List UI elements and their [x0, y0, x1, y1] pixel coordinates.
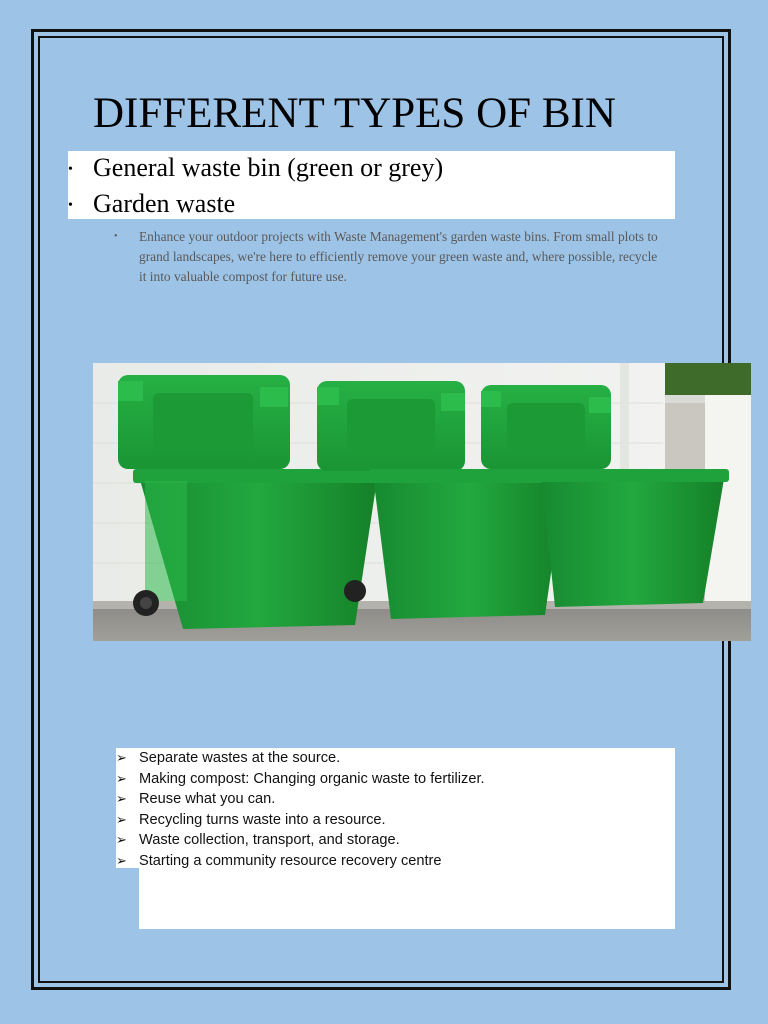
bin-type-item-general: [68, 152, 443, 186]
arrow-bullet-icon: ➢: [116, 770, 127, 786]
bullet-icon: •: [114, 231, 118, 242]
list-item: ➢ Reuse what you can.: [116, 789, 485, 810]
list-item: ➢ Starting a community resource recovery centre: [116, 851, 485, 872]
list-item: ➢ Separate wastes at the source.: [116, 748, 485, 769]
garden-waste-description: [114, 227, 659, 287]
list-item: ➢ Recycling turns waste into a resource.: [116, 810, 485, 831]
arrow-bullet-icon: ➢: [116, 750, 127, 765]
green-bins-photo: [93, 363, 751, 641]
bin-type-label: General waste bin (green or grey): [93, 153, 444, 182]
bin-type-label: Garden waste: [93, 189, 236, 218]
bullet-icon: •: [68, 198, 73, 214]
waste-management-tips: [116, 748, 485, 871]
list-item: ➢ Making compost: Changing organic waste to fertilizer.: [116, 769, 485, 790]
arrow-bullet-icon: ➢: [116, 832, 127, 847]
page-title: DIFFERENT TYPES OF BIN: [93, 90, 616, 137]
description-text: Enhance your outdoor projects with Waste Management's garden waste bins. From small plots to grand landscapes, we're here to efficiently remove your green waste and, where possible, recycle it into valuable compost for future use.: [139, 229, 658, 284]
tips-list-box-extension: [139, 868, 675, 929]
bin-type-item-garden: [68, 188, 235, 222]
list-item: ➢ Waste collection, transport, and storage.: [116, 830, 485, 851]
arrow-bullet-icon: ➢: [116, 811, 127, 827]
bullet-icon: •: [68, 162, 73, 178]
arrow-bullet-icon: ➢: [116, 791, 127, 806]
arrow-bullet-icon: ➢: [116, 852, 127, 868]
